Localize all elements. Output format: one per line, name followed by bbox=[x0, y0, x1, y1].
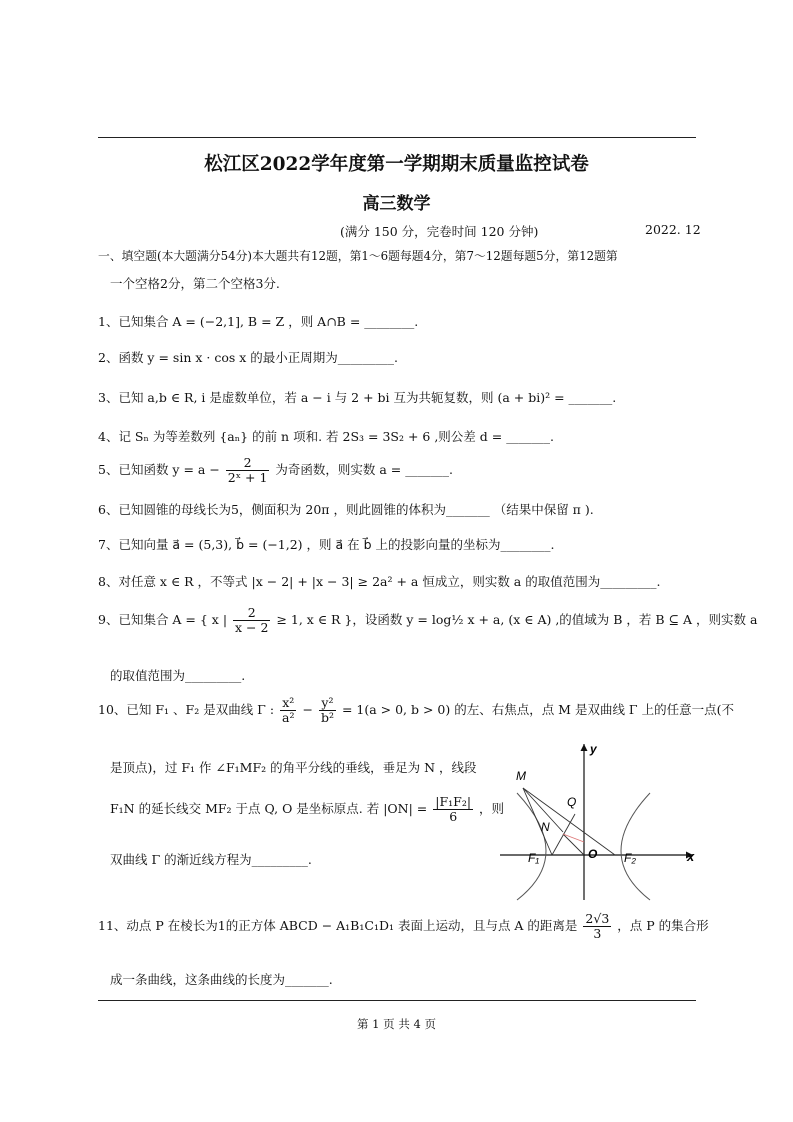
q10-numerator-ratio: |F₁F₂| bbox=[435, 794, 472, 809]
q9-text-b: ≥ 1, x ∈ R }，设函数 y = log½ x + a, (x ∈ A) ,的值域为 B ，若 B ⊆ A ，则实数 a bbox=[276, 611, 758, 627]
page-footer: 第 1 页 共 4 页 bbox=[357, 1017, 436, 1031]
question-6: 6、已知圆锥的母线长为5，侧面积为 20π ，则此圆锥的体积为_______ （结果中保留 π ). bbox=[98, 502, 594, 517]
question-10 bbox=[98, 696, 734, 725]
q10-denominator-y: b² bbox=[320, 709, 334, 725]
label-x: x bbox=[687, 849, 695, 864]
question-10-line3 bbox=[110, 795, 504, 824]
label-N: N bbox=[541, 820, 550, 834]
q10-minus: − bbox=[302, 701, 313, 717]
top-rule bbox=[98, 137, 696, 138]
q11-fraction bbox=[583, 912, 611, 941]
question-10-line4: 双曲线 Γ 的渐近线方程为_________. bbox=[110, 852, 312, 867]
q10-fraction-y bbox=[319, 696, 336, 725]
label-M: M bbox=[516, 769, 526, 783]
label-Q: Q bbox=[567, 795, 577, 809]
label-F2: F₂ bbox=[624, 851, 636, 865]
right-branch bbox=[621, 793, 650, 900]
page-subtitle: 高三数学 bbox=[362, 194, 431, 214]
q11-text-b: ，点 P 的集合形 bbox=[617, 917, 709, 933]
label-O: O bbox=[588, 847, 598, 861]
q5-text-b: 为奇函数，则实数 a = _______. bbox=[275, 461, 453, 477]
question-5 bbox=[98, 456, 453, 485]
q9-fraction bbox=[233, 606, 270, 635]
q9-numerator: 2 bbox=[233, 606, 270, 621]
bottom-rule bbox=[98, 1000, 696, 1001]
section-instructions-line1: 一、填空题(本大题满分54分)本大题共有12题，第1～6题每题4分，第7～12题每题5分，第12题第 bbox=[98, 249, 618, 263]
q10-numerator-y: y² bbox=[319, 696, 336, 711]
q10-text-a: 10、已知 F₁ 、F₂ 是双曲线 Γ : bbox=[98, 701, 275, 717]
line-ON bbox=[563, 834, 584, 855]
question-3: 3、已知 a,b ∈ R, i 是虚数单位，若 a − i 与 2 + bi 互为共轭复数，则 (a + bi)² = _______. bbox=[98, 390, 617, 405]
label-y: y bbox=[590, 742, 597, 756]
q10-denominator-ratio: 6 bbox=[449, 808, 458, 824]
question-2: 2、函数 y = sin x · cos x 的最小正周期为_________. bbox=[98, 350, 398, 365]
question-10-line2: 是顶点)，过 F₁ 作 ∠F₁MF₂ 的角平分线的垂线，垂足为 N ，线段 bbox=[110, 760, 477, 775]
q11-text-a: 11、动点 P 在棱长为1的正方体 ABCD − A₁B₁C₁D₁ 表面上运动，且与点 A 的距离是 bbox=[98, 917, 578, 933]
q9-denominator: x − 2 bbox=[235, 619, 269, 635]
q11-numerator: 2√3 bbox=[585, 911, 610, 926]
section-instructions-line2: 一个空格2分，第二个空格3分. bbox=[110, 276, 280, 291]
question-11 bbox=[98, 912, 709, 941]
exam-date: 2022. 12 bbox=[645, 222, 701, 237]
hyperbola-figure bbox=[495, 738, 700, 903]
question-1: 1、已知集合 A = (−2,1], B = Z ，则 A∩B = ________. bbox=[98, 314, 419, 329]
question-9-cont: 的取值范围为_________. bbox=[110, 668, 246, 683]
question-9 bbox=[98, 606, 757, 635]
q5-fraction bbox=[226, 456, 270, 485]
q10-fraction-x bbox=[280, 696, 296, 725]
q10-text-b: = 1(a > 0, b > 0) 的左、右焦点，点 M 是双曲线 Γ 上的任意一点(不 bbox=[341, 701, 734, 717]
q11-denominator: 3 bbox=[593, 925, 602, 941]
label-F1: F₁ bbox=[528, 851, 540, 865]
q10-denominator-x: a² bbox=[282, 709, 295, 725]
q5-denominator: 2ˣ + 1 bbox=[227, 469, 268, 485]
q5-text-a: 5、已知函数 y = a − bbox=[98, 461, 220, 477]
question-8: 8、对任意 x ∈ R ，不等式 |x − 2| + |x − 3| ≥ 2a² + a 恒成立，则实数 a 的取值范围为_________. bbox=[98, 574, 661, 589]
question-7: 7、已知向量 a⃗ = (5,3), b⃗ = (−1,2) ，则 a⃗ 在 b⃗ 上的投影向量的坐标为________. bbox=[98, 537, 555, 552]
q10-numerator-x: x² bbox=[280, 696, 296, 711]
exam-info: (满分 150 分，完卷时间 120 分钟) bbox=[340, 224, 539, 239]
q10-text-e: ，则 bbox=[479, 800, 505, 816]
q5-numerator: 2 bbox=[226, 456, 270, 471]
q10-text-d: F₁N 的延长线交 MF₂ 于点 Q, O 是坐标原点. 若 |ON| = bbox=[110, 800, 428, 816]
page-title: 松江区2022学年度第一学期期末质量监控试卷 bbox=[204, 154, 589, 175]
line-NO-pink bbox=[563, 834, 584, 842]
question-4: 4、记 Sₙ 为等差数列 {aₙ} 的前 n 项和. 若 2S₃ = 3S₂ + 6 ,则公差 d = _______. bbox=[98, 429, 554, 444]
q9-text-a: 9、已知集合 A = { x | bbox=[98, 611, 228, 627]
q10-fraction-ratio bbox=[433, 795, 473, 824]
question-11-cont: 成一条曲线，这条曲线的长度为_______. bbox=[110, 972, 333, 987]
